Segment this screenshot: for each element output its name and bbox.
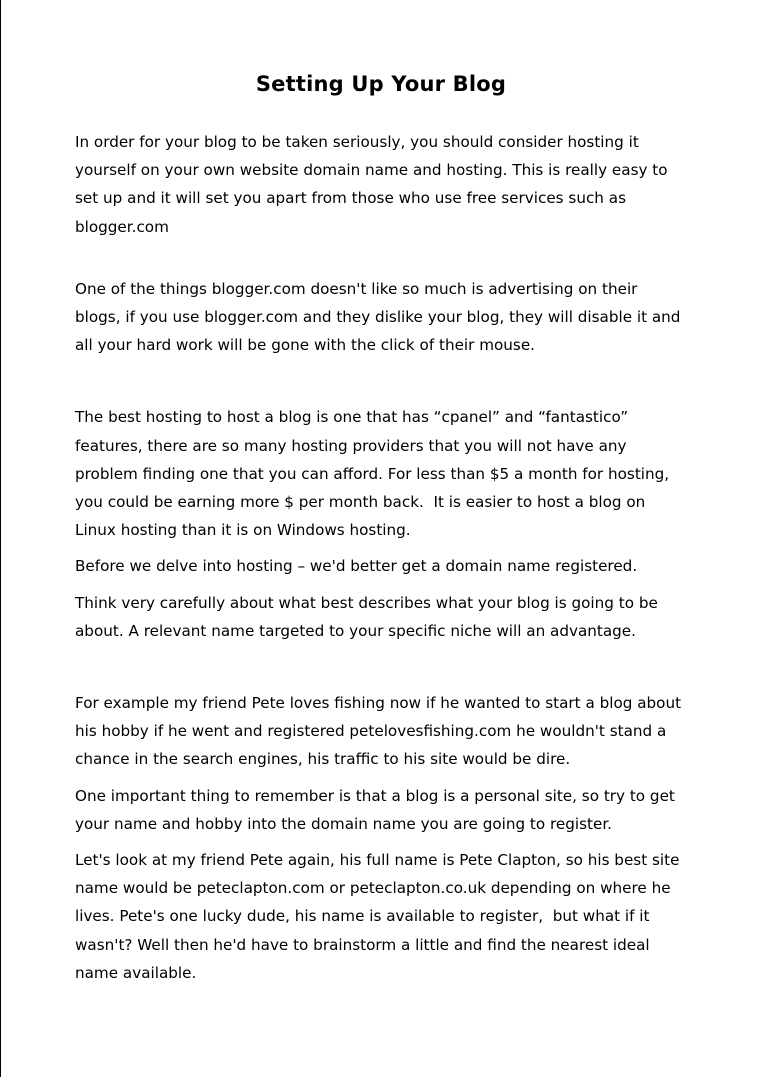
paragraph-spacer [75, 774, 700, 782]
paragraph-self-hosting [75, 128, 700, 241]
text-line: his hobby if he went and registered petelovesfishing.com he wouldn't stand a [75, 722, 667, 741]
text-line: you could be earning more $ per month back. It is easier to host a blog on [75, 493, 646, 512]
text-line: all your hard work will be gone with the click of their mouse. [75, 336, 536, 355]
paragraph-spacer [75, 645, 700, 689]
paragraph-spacer [75, 241, 700, 275]
paragraph-spacer [75, 544, 700, 552]
text-line: set up and it will set you apart from those who use free services such as [75, 189, 626, 208]
paragraph-best-hosting [75, 403, 700, 544]
text-line: lives. Pete's one lucky dude, his name is available to register, but what if it [75, 907, 650, 926]
paragraph-describe-blog [75, 589, 700, 645]
paragraph-personal-site [75, 782, 700, 838]
text-line: problem finding one that you can afford. For less than $5 a month for hosting, [75, 464, 670, 483]
text-line: about. A relevant name targeted to your specific niche will an advantage. [75, 621, 636, 640]
text-line: Before we delve into hosting – we'd better get a domain name registered. [75, 557, 638, 576]
text-line: In order for your blog to be taken seriously, you should consider hosting it [75, 133, 639, 151]
paragraph-pete-example [75, 689, 700, 774]
paragraph-domain-registration [75, 552, 700, 580]
text-line: your name and hobby into the domain name you are going to register. [75, 814, 613, 833]
text-line: name would be peteclapton.com or peteclapton.co.uk depending on where he [75, 879, 671, 898]
text-line: blogs, if you use blogger.com and they dislike your blog, they will disable it and [75, 308, 681, 327]
text-line: Let's look at my friend Pete again, his full name is Pete Clapton, so his best site [75, 851, 680, 870]
document-body [75, 128, 700, 987]
page-title: Setting Up Your Blog [255, 72, 507, 96]
text-line: yourself on your own website domain name and hosting. This is really easy to [75, 161, 668, 180]
text-line: The best hosting to host a blog is one that has “cpanel” and “fantastico” [75, 408, 629, 427]
text-line: blogger.com [75, 217, 169, 236]
paragraph-spacer [75, 838, 700, 846]
text-line: features, there are so many hosting providers that you will not have any [75, 436, 627, 455]
text-line: One of the things blogger.com doesn't like so much is advertising on their [75, 279, 638, 298]
text-line: chance in the search engines, his traffic to his site would be dire. [75, 750, 571, 769]
text-line: wasn't? Well then he'd have to brainstorm a little and find the nearest ideal [75, 935, 650, 954]
text-line: Think very carefully about what best describes what your blog is going to be [75, 593, 658, 612]
text-line: One important thing to remember is that a blog is a personal site, so try to get [75, 786, 675, 805]
text-line: Linux hosting than it is on Windows hosting. [75, 521, 411, 540]
paragraph-spacer [75, 359, 700, 403]
paragraph-pete-clapton [75, 846, 700, 987]
text-line: For example my friend Pete loves fishing now if he wanted to start a blog about [75, 694, 682, 713]
paragraph-blogger-advertising [75, 275, 700, 360]
text-line: name available. [75, 963, 197, 982]
paragraph-spacer [75, 581, 700, 589]
